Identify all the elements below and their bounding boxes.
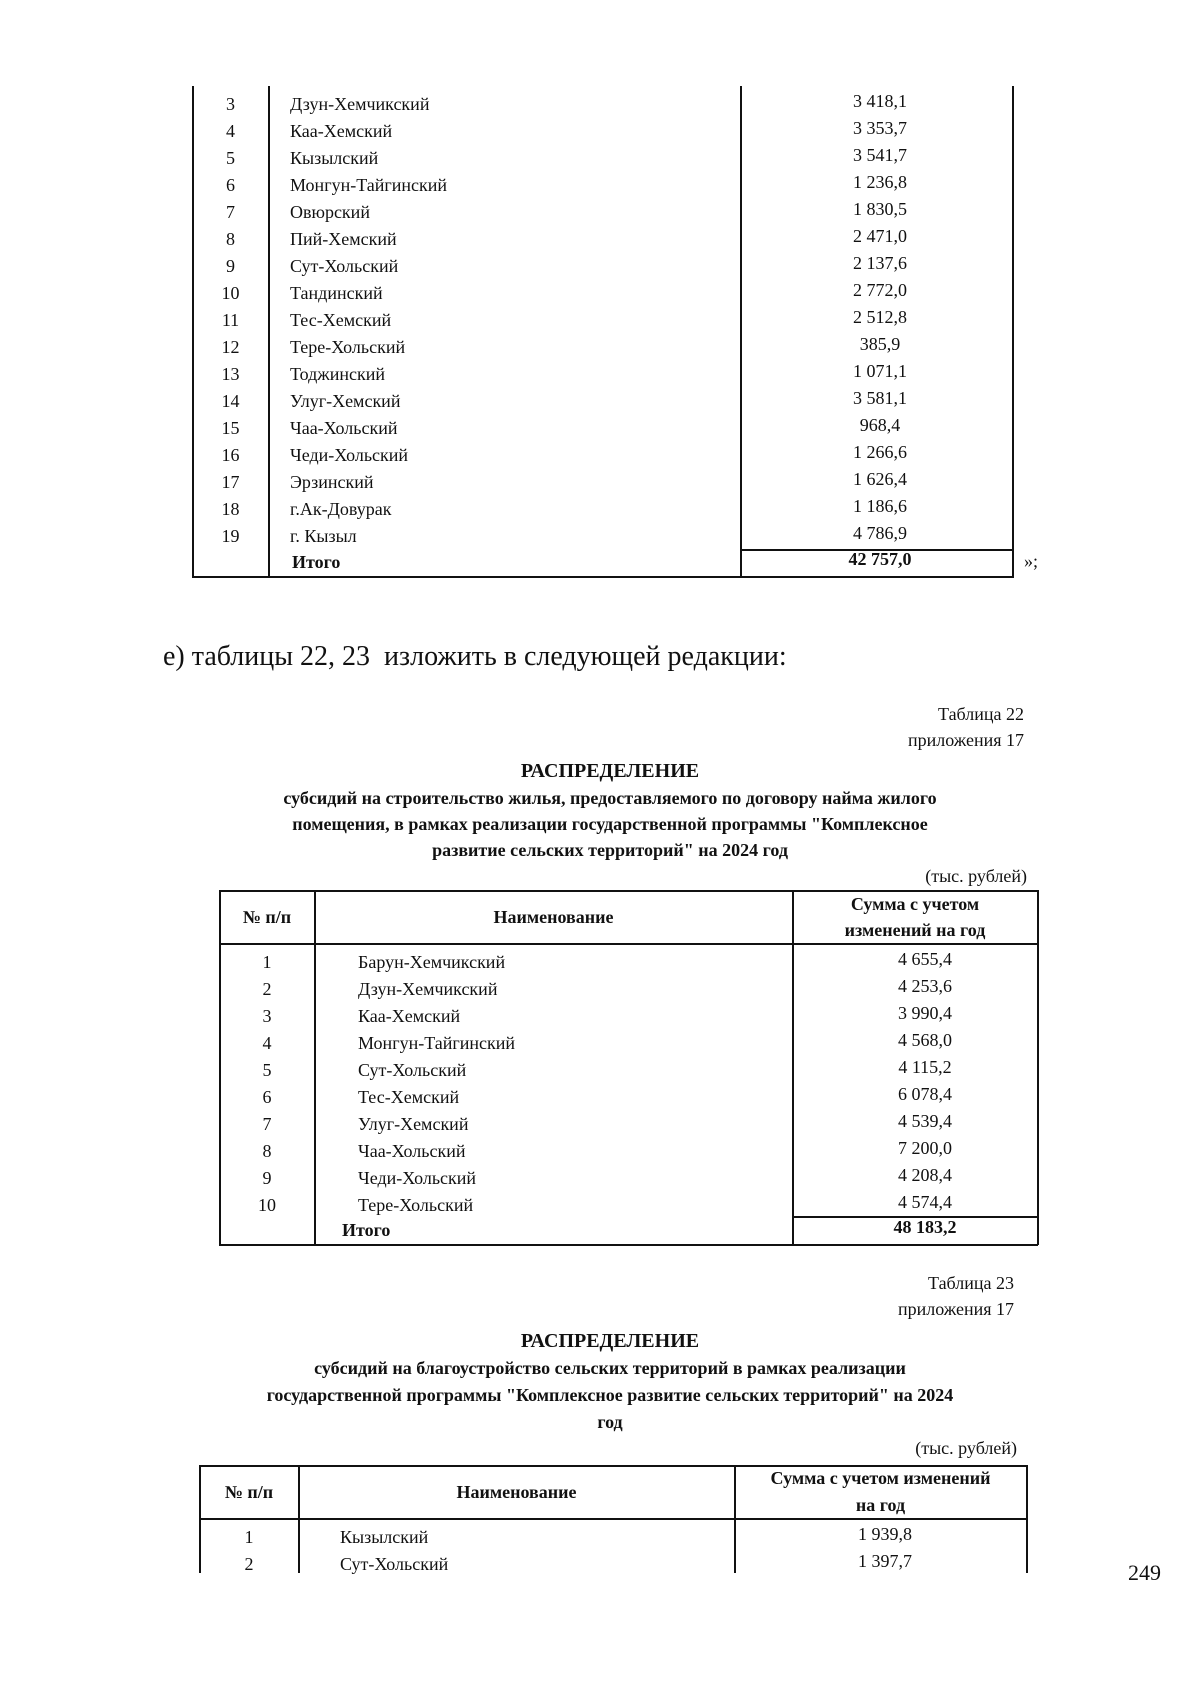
units-label: (тыс. рублей) bbox=[925, 866, 1027, 886]
col-header-sum-2: на год bbox=[855, 1495, 906, 1515]
row-number: 10 bbox=[221, 283, 240, 303]
row-value: 2 512,8 bbox=[853, 307, 907, 327]
table-label: Таблица 22 bbox=[938, 704, 1024, 724]
row-value: 4 786,9 bbox=[853, 523, 907, 543]
row-value: 3 581,1 bbox=[853, 388, 907, 408]
row-number: 18 bbox=[221, 499, 240, 519]
units-label: (тыс. рублей) bbox=[915, 1438, 1017, 1458]
row-value: 1 186,6 bbox=[853, 496, 907, 516]
row-name: Дзун-Хемчикский bbox=[358, 979, 498, 999]
row-value: 6 078,4 bbox=[898, 1084, 952, 1104]
row-name: Тоджинский bbox=[290, 364, 385, 384]
page-number: 249 bbox=[1128, 1560, 1161, 1585]
row-number: 5 bbox=[262, 1060, 272, 1080]
row-value: 3 541,7 bbox=[853, 145, 907, 165]
table-subtitle-2: помещения, в рамках реализации государственной программы "Комплексное bbox=[292, 814, 928, 834]
row-value: 1 236,8 bbox=[853, 172, 907, 192]
row-name: Тес-Хемский bbox=[290, 310, 392, 330]
row-number: 9 bbox=[262, 1168, 272, 1188]
row-number: 17 bbox=[221, 472, 240, 492]
row-name: Барун-Хемчикский bbox=[358, 952, 506, 972]
row-name: Улуг-Хемский bbox=[290, 391, 401, 411]
row-value: 1 397,7 bbox=[858, 1551, 912, 1571]
row-value: 4 208,4 bbox=[898, 1165, 952, 1185]
table-appendix: приложения 17 bbox=[897, 1299, 1014, 1319]
col-header-sum-1: Сумма с учетом bbox=[850, 894, 980, 914]
row-number: 3 bbox=[226, 94, 235, 114]
row-number: 15 bbox=[221, 418, 240, 438]
row-name: Сут-Хольский bbox=[290, 256, 399, 276]
row-name: г.Ак-Довурак bbox=[290, 499, 392, 519]
row-value: 1 071,1 bbox=[853, 361, 907, 381]
row-number: 7 bbox=[226, 202, 235, 222]
row-name: Чеди-Хольский bbox=[290, 445, 409, 465]
row-value: 1 626,4 bbox=[853, 469, 907, 489]
row-value: 1 939,8 bbox=[858, 1524, 912, 1544]
total-value: 42 757,0 bbox=[848, 549, 912, 569]
col-header-num: № п/п bbox=[224, 1482, 274, 1502]
row-number: 5 bbox=[226, 148, 235, 168]
row-number: 3 bbox=[262, 1006, 272, 1026]
row-number: 8 bbox=[226, 229, 235, 249]
row-name: Сут-Хольский bbox=[358, 1060, 467, 1080]
row-name: Тес-Хемский bbox=[358, 1087, 460, 1107]
table-subtitle-1: субсидий на строительство жилья, предоставляемого по договору найма жилого bbox=[283, 788, 937, 808]
row-number: 11 bbox=[221, 310, 240, 330]
table-heading: РАСПРЕДЕЛЕНИЕ bbox=[520, 1330, 700, 1352]
row-number: 14 bbox=[221, 391, 240, 411]
row-value: 3 353,7 bbox=[853, 118, 907, 138]
row-value: 968,4 bbox=[859, 415, 901, 435]
row-number: 8 bbox=[262, 1141, 272, 1161]
row-number: 7 bbox=[262, 1114, 272, 1134]
row-name: Чеди-Хольский bbox=[358, 1168, 477, 1188]
row-name: Чаа-Хольский bbox=[290, 418, 398, 438]
table-appendix: приложения 17 bbox=[907, 730, 1024, 750]
row-name: Эрзинский bbox=[290, 472, 374, 492]
row-name: Тере-Хольский bbox=[358, 1195, 474, 1215]
table-subtitle-1: субсидий на благоустройство сельских территорий в рамках реализации bbox=[314, 1358, 906, 1378]
col-header-name: Наименование bbox=[493, 907, 614, 927]
instruction-text: е) таблицы 22, 23 изложить в следующей редакции: bbox=[163, 641, 787, 672]
total-label: Итого bbox=[292, 552, 341, 572]
row-value: 4 655,4 bbox=[898, 949, 952, 969]
row-value: 4 539,4 bbox=[898, 1111, 952, 1131]
row-number: 6 bbox=[226, 175, 235, 195]
row-name: Монгун-Тайгинский bbox=[290, 175, 448, 195]
row-value: 2 471,0 bbox=[853, 226, 907, 246]
row-name: г. Кызыл bbox=[290, 526, 357, 546]
row-name: Каа-Хемский bbox=[290, 121, 393, 141]
row-value: 1 830,5 bbox=[853, 199, 907, 219]
row-number: 1 bbox=[262, 952, 272, 972]
row-value: 4 568,0 bbox=[898, 1030, 952, 1050]
row-value: 2 772,0 bbox=[853, 280, 907, 300]
row-value: 385,9 bbox=[859, 334, 901, 354]
row-value: 3 990,4 bbox=[898, 1003, 952, 1023]
row-name: Дзун-Хемчикский bbox=[290, 94, 430, 114]
total-value: 48 183,2 bbox=[893, 1217, 957, 1237]
row-number: 1 bbox=[244, 1527, 254, 1547]
col-header-name: Наименование bbox=[456, 1482, 577, 1502]
row-number: 12 bbox=[221, 337, 240, 357]
row-number: 19 bbox=[221, 526, 240, 546]
row-name: Кызылский bbox=[340, 1527, 429, 1547]
table-subtitle-3: год bbox=[597, 1412, 623, 1432]
row-value: 7 200,0 bbox=[898, 1138, 952, 1158]
row-name: Тере-Хольский bbox=[290, 337, 406, 357]
row-name: Улуг-Хемский bbox=[358, 1114, 469, 1134]
row-name: Тандинский bbox=[290, 283, 383, 303]
row-name: Кызылский bbox=[290, 148, 379, 168]
row-name: Сут-Хольский bbox=[340, 1554, 449, 1574]
table-subtitle-2: государственной программы "Комплексное развитие сельских территорий" на 2024 bbox=[266, 1385, 954, 1405]
row-number: 4 bbox=[226, 121, 235, 141]
col-header-num: № п/п bbox=[242, 907, 292, 927]
row-name: Каа-Хемский bbox=[358, 1006, 461, 1026]
row-number: 16 bbox=[221, 445, 240, 465]
row-value: 1 266,6 bbox=[853, 442, 907, 462]
row-number: 2 bbox=[244, 1554, 254, 1574]
table-subtitle-3: развитие сельских территорий" на 2024 год bbox=[432, 840, 788, 860]
row-number: 9 bbox=[226, 256, 235, 276]
col-header-sum-2: изменений на год bbox=[844, 920, 986, 940]
row-value: 4 253,6 bbox=[898, 976, 952, 996]
row-value: 2 137,6 bbox=[853, 253, 907, 273]
row-value: 4 115,2 bbox=[898, 1057, 952, 1077]
row-number: 13 bbox=[221, 364, 240, 384]
col-header-sum-1: Сумма с учетом изменений bbox=[770, 1468, 991, 1488]
row-name: Чаа-Хольский bbox=[358, 1141, 466, 1161]
table-label: Таблица 23 bbox=[928, 1273, 1014, 1293]
row-number: 6 bbox=[262, 1087, 272, 1107]
closing-quote: »; bbox=[1024, 551, 1039, 571]
table-heading: РАСПРЕДЕЛЕНИЕ bbox=[520, 760, 700, 782]
row-value: 4 574,4 bbox=[898, 1192, 952, 1212]
total-label: Итого bbox=[342, 1220, 391, 1240]
row-number: 10 bbox=[258, 1195, 276, 1215]
row-name: Пий-Хемский bbox=[290, 229, 397, 249]
row-number: 2 bbox=[262, 979, 272, 999]
row-name: Монгун-Тайгинский bbox=[358, 1033, 516, 1053]
row-name: Овюрский bbox=[290, 202, 370, 222]
row-value: 3 418,1 bbox=[853, 91, 907, 111]
row-number: 4 bbox=[262, 1033, 272, 1053]
